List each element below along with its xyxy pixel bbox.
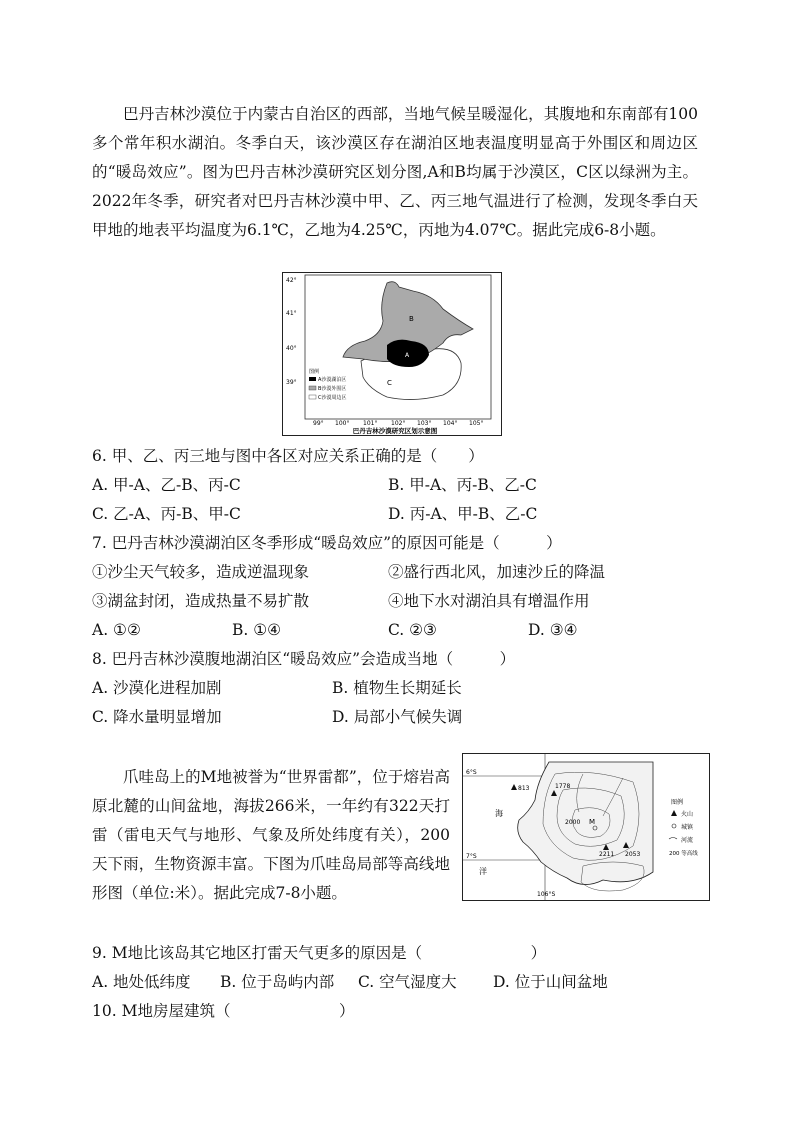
- q8-option-d[interactable]: D. 局部小气候失调: [332, 708, 463, 726]
- elev-2211: 2211: [599, 851, 615, 858]
- q10-stem: 10. M地房屋建筑（ ）: [92, 1002, 355, 1020]
- q7-option-d[interactable]: D. ③④: [528, 621, 578, 639]
- q9-option-b[interactable]: B. 位于岛屿内部: [220, 973, 335, 991]
- q7-option-c[interactable]: C. ②③: [388, 621, 437, 639]
- q7-item-2: ②盛行西北风，加速沙丘的降温: [388, 563, 606, 581]
- elev-2053: 2053: [625, 851, 641, 858]
- map1-lon-101: 101°: [363, 420, 378, 427]
- map1-lon-105: 105°: [469, 420, 484, 427]
- map1-lon-99: 99°: [313, 420, 324, 427]
- elev-2000: 2000: [565, 819, 581, 826]
- map1-lat-42: 42°: [286, 277, 297, 284]
- map1-lon-100: 100°: [335, 420, 350, 427]
- region-a-label: A: [405, 352, 410, 359]
- q7-item-3: ③湖盆封闭，造成热量不易扩散: [92, 592, 310, 610]
- map1-lon-103: 103°: [417, 420, 432, 427]
- map1-lat-41: 41°: [286, 310, 297, 317]
- map1-legend-title: 图例: [309, 369, 320, 375]
- q7-stem: 7. 巴丹吉林沙漠湖泊区冬季形成“暖岛效应”的原因可能是（ ）: [92, 534, 562, 552]
- map1-lon-102: 102°: [391, 420, 406, 427]
- legend-a-swatch: [309, 377, 316, 381]
- map2-legend-contour: 200 等高线: [669, 851, 698, 857]
- map1-lon-104: 104°: [443, 420, 458, 427]
- map1-lat-40: 40°: [286, 345, 297, 352]
- intro-paragraph-2: 爪哇岛上的M地被誉为“世界雷都”，位于熔岩高原北麓的山间盆地，海拔266米，一年约有322天打雷（雷电天气与地形、气象及所处纬度有关），200天下雨，生物资源丰富。下图为爪哇岛局部等高线地形图（单位:米）。据此完成7-8小题。: [92, 768, 450, 902]
- q9-option-c[interactable]: C. 空气湿度大: [358, 973, 457, 991]
- place-m-label: M: [589, 818, 596, 826]
- elev-1778: 1778: [555, 783, 571, 790]
- q9-stem: 9. M地比该岛其它地区打雷天气更多的原因是（ ）: [92, 944, 547, 962]
- q8-option-c[interactable]: C. 降水量明显增加: [92, 708, 222, 726]
- map1-caption: 巴丹吉林沙漠研究区划示意图: [352, 427, 438, 435]
- map1-legend-b: B沙漠外围区: [318, 386, 347, 392]
- map2-legend-volcano: 火山: [681, 811, 694, 818]
- q7-option-b[interactable]: B. ①④: [232, 621, 282, 639]
- map2-legend-town: 城镇: [681, 824, 694, 831]
- map2-sea-label-2: 洋: [479, 867, 487, 876]
- q6-option-a[interactable]: A. 甲-A、乙-B、丙-C: [92, 476, 241, 494]
- land-outline: [518, 762, 653, 885]
- map2-lat-7s: 7°S: [466, 853, 477, 860]
- q8-option-a[interactable]: A. 沙漠化进程加剧: [92, 679, 222, 697]
- q9-option-d[interactable]: D. 位于山间盆地: [493, 973, 608, 991]
- q8-stem: 8. 巴丹吉林沙漠腹地湖泊区“暖岛效应”会造成当地（ ）: [92, 650, 516, 668]
- map1-lat-39: 39°: [286, 379, 297, 386]
- legend-b-swatch: [309, 386, 316, 390]
- q6-option-c[interactable]: C. 乙-A、丙-B、甲-C: [92, 505, 241, 523]
- q6-option-b[interactable]: B. 甲-A、丙-B、乙-C: [388, 476, 537, 494]
- intro-paragraph-1: 巴丹吉林沙漠位于内蒙古自治区的西部，当地气候呈暖湿化，其腹地和东南部有100多个常年积水湖泊。冬季白天，该沙漠区存在湖泊区地表温度明显高于外围区和周边区的“暖岛效应”。图为巴丹吉林沙漠研究区划分图,A和B均属于沙漠区，C区以绿洲为主。2022年冬季，研究者对巴丹吉林沙漠中甲、乙、丙三地气温进行了检测，发现冬季白天甲地的地表平均温度为6.1℃，乙地为4.25℃，丙地为4.07℃。据此完成6-8小题。: [92, 105, 698, 239]
- map2-legend-river: 河流: [681, 837, 694, 844]
- badain-jaran-map: [282, 272, 502, 436]
- map2-legend-title: 图例: [671, 799, 684, 806]
- map2-lat-6s: 6°S: [466, 769, 477, 776]
- map1-legend-a: A沙漠湖泊区: [318, 377, 347, 383]
- q6-stem: 6. 甲、乙、丙三地与图中各区对应关系正确的是（ ）: [92, 447, 484, 465]
- region-b-label: B: [409, 315, 414, 323]
- q7-option-a[interactable]: A. ①②: [92, 621, 141, 639]
- q6-option-d[interactable]: D. 丙-A、甲-B、乙-C: [388, 505, 538, 523]
- legend-c-swatch: [309, 395, 316, 399]
- q9-option-a[interactable]: A. 地处低纬度: [92, 973, 191, 991]
- q7-item-1: ①沙尘天气较多，造成逆温现象: [92, 563, 310, 581]
- region-c-label: C: [387, 379, 392, 387]
- elev-813: 813: [518, 785, 530, 792]
- map2-sea-label-1: 海: [495, 809, 503, 818]
- java-contour-map: [462, 753, 710, 901]
- map2-lon-label: 106°S: [537, 891, 556, 898]
- map1-legend-c: C沙漠周边区: [318, 395, 347, 401]
- q8-option-b[interactable]: B. 植物生长期延长: [332, 679, 462, 697]
- q7-item-4: ④地下水对湖泊具有增温作用: [388, 592, 590, 610]
